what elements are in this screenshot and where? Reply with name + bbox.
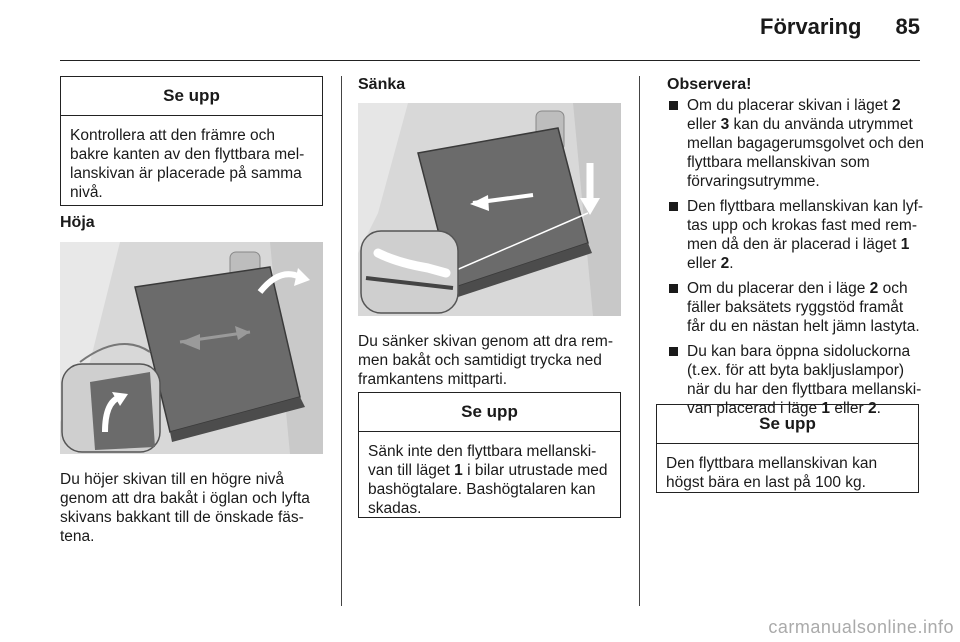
notes-list [667,96,925,418]
note-text: eller [830,400,868,417]
list-item [667,279,925,336]
warning-box [656,404,919,493]
note-text: Den flyttbara mellanskivan kan lyf-tas upp och krokas fast med rem-men då den är placerad i läget [687,198,924,253]
bullet-square-icon [669,347,678,356]
list-item [667,197,925,273]
warning-box [60,76,323,206]
warning-box [358,392,621,518]
page-number: 85 [895,14,920,39]
section-heading-raise: Höja [60,214,95,231]
bullet-square-icon [669,284,678,293]
bullet-square-icon [669,202,678,211]
note-bold: 2 [869,280,879,297]
note-bold: 3 [720,116,730,133]
note-text: eller [687,255,721,272]
note-text: . [729,255,734,272]
cargo-floor-lower-icon [358,103,621,316]
note-text: Om du placerar den i läge [687,280,870,297]
note-bold: 1 [900,236,910,253]
warning-text: Kontrollera att den främre och bakre kanten av den flyttbara mel-lanskivan är placerade på samma nivå. [70,127,305,201]
warning-text: Den flyttbara mellanskivan kan högst bära en last på 100 kg. [666,455,878,491]
note-bold: 2 [720,255,730,272]
section-heading-lower: Sänka [358,76,406,93]
note-text: eller [687,116,721,133]
note-text: och fäller baksätets ryggstöd framåt får du en nästan helt jämn lastyta. [687,280,920,335]
warning-title: Se upp [359,393,620,432]
lower-paragraph: Du sänker skivan genom att dra rem-men bakåt och samtidigt trycka ned framkantens mittparti. [358,333,613,388]
warning-text [359,432,620,528]
warning-text-bold: 1 [454,462,463,479]
raise-figure [60,242,323,454]
warning-text-part: i bilar utrustade med bashögtalare. Bashögtalaren kan skadas. [368,462,608,517]
notes-section [667,76,925,424]
page-title: Förvaring [760,14,862,39]
note-text: . [876,400,881,417]
warning-title: Se upp [61,77,322,116]
column-divider [341,76,342,606]
notes-heading: Observera! [667,76,752,93]
note-bold: 2 [867,400,877,417]
watermark: carmanualsonline.info [768,617,954,637]
header-rule [60,60,920,61]
note-bold: 1 [821,400,831,417]
warning-title: Se upp [657,405,918,444]
bullet-square-icon [669,101,678,110]
lower-figure [358,103,621,316]
warning-text-part: Sänk inte den flyttbara mellanski-van till läget [368,443,597,479]
column-divider [639,76,640,606]
note-text: Du kan bara öppna sidoluckorna (t.ex. för att byta bakljuslampor) när du har den flyttbara mellanski-van placerad i läge [687,343,922,417]
list-item [667,96,925,191]
note-text: kan du använda utrymmet mellan bagagerumsgolvet och den flyttbara mellanskivan som förvaringsutrymme. [687,116,924,190]
cargo-floor-raise-icon [60,242,323,454]
note-text: Om du placerar skivan i läget [687,97,893,114]
note-bold: 2 [892,97,901,114]
raise-paragraph: Du höjer skivan till en högre nivå genom att dra bakåt i öglan och lyfta skivans bakkant till de önskade fäs-tena. [60,471,310,545]
